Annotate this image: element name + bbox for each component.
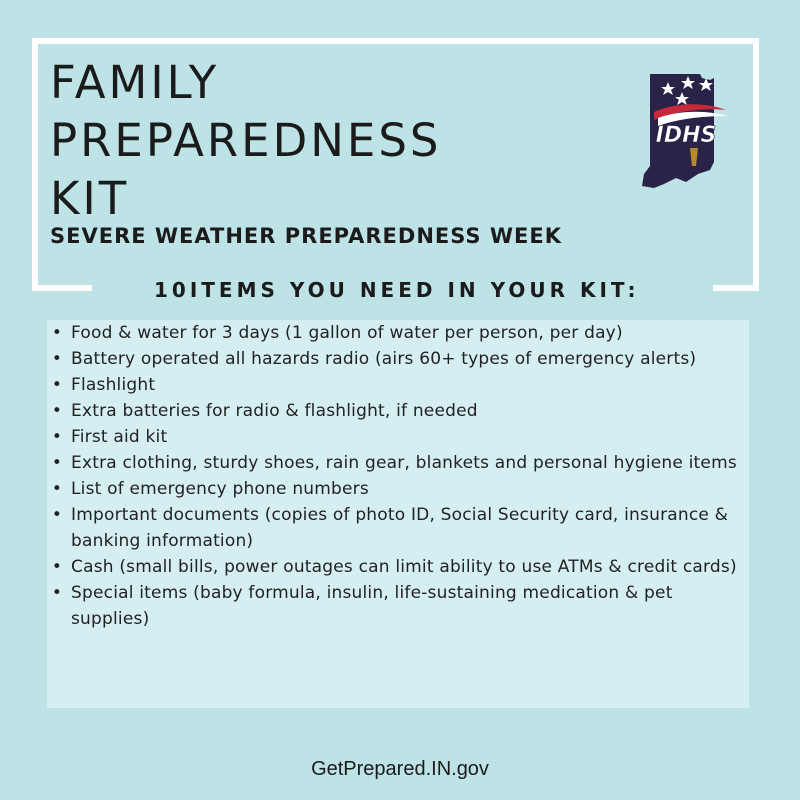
list-item: • Extra clothing, sturdy shoes, rain gear, blankets and personal hygiene items: [47, 450, 743, 476]
kit-heading: 10ITEMS YOU NEED IN YOUR KIT:: [150, 278, 643, 302]
list-item: • List of emergency phone numbers: [47, 476, 743, 502]
bullet-icon: •: [51, 583, 63, 603]
list-item: • Battery operated all hazards radio (airs 60+ types of emergency alerts): [47, 346, 743, 372]
list-item: • Extra batteries for radio & flashlight, if needed: [47, 398, 743, 424]
page-title: FAMILY PREPAREDNESS KIT: [50, 56, 442, 225]
frame-divider-left: [32, 285, 92, 291]
page-subtitle: SEVERE WEATHER PREPAREDNESS WEEK: [50, 224, 562, 248]
kit-items-list: [47, 320, 749, 632]
bullet-icon: •: [51, 427, 63, 447]
bullet-icon: •: [51, 401, 63, 421]
logo-text: IDHS: [655, 123, 717, 148]
list-item: • Food & water for 3 days (1 gallon of water per person, per day): [47, 320, 743, 346]
website-link[interactable]: GetPrepared.IN.gov: [311, 758, 489, 780]
list-item: • Special items (baby formula, insulin, life-sustaining medication & pet supplies): [47, 580, 743, 632]
bullet-icon: •: [51, 349, 63, 369]
bullet-icon: •: [51, 479, 63, 499]
list-item: • First aid kit: [47, 424, 743, 450]
list-item: • Flashlight: [47, 372, 743, 398]
idhs-logo: [636, 66, 736, 190]
kit-items-panel: [47, 320, 749, 708]
bullet-icon: •: [51, 323, 63, 343]
bullet-icon: •: [51, 453, 63, 473]
bullet-icon: •: [51, 505, 63, 525]
bullet-icon: •: [51, 375, 63, 395]
bullet-icon: •: [51, 557, 63, 577]
list-item: • Cash (small bills, power outages can limit ability to use ATMs & credit cards): [47, 554, 743, 580]
frame-divider-right: [713, 285, 759, 291]
list-item: • Important documents (copies of photo ID, Social Security card, insurance & banking information): [47, 502, 743, 554]
